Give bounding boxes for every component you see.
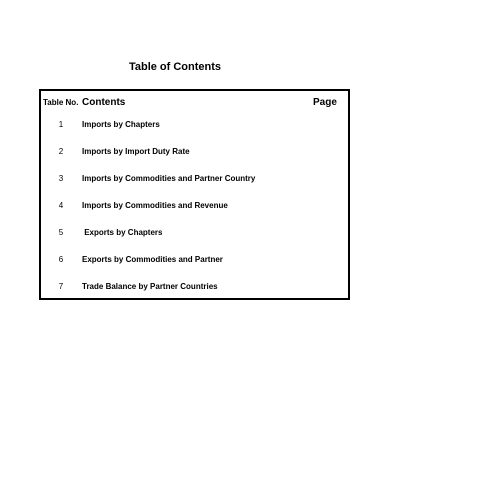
toc-table	[39, 89, 350, 300]
table-number: 7	[58, 282, 64, 291]
table-title-link[interactable]: Imports by Import Duty Rate	[82, 147, 190, 156]
table-row[interactable]	[41, 254, 348, 266]
table-row[interactable]	[41, 173, 348, 185]
table-title-link[interactable]: Exports by Chapters	[82, 228, 163, 237]
table-number: 6	[58, 255, 64, 264]
table-number: 5	[58, 228, 64, 237]
table-number: 4	[58, 201, 64, 210]
column-header-contents: Contents	[82, 97, 126, 108]
table-row[interactable]	[41, 200, 348, 212]
table-row[interactable]	[41, 146, 348, 158]
table-number: 3	[58, 174, 64, 183]
table-number: 1	[58, 120, 64, 129]
column-header-table-no: Table No.	[43, 98, 79, 107]
table-title-link[interactable]: Trade Balance by Partner Countries	[82, 282, 218, 291]
table-row[interactable]	[41, 227, 348, 239]
table-row[interactable]	[41, 281, 348, 293]
table-number: 2	[58, 147, 64, 156]
table-row[interactable]	[41, 119, 348, 131]
table-title-link[interactable]: Imports by Commodities and Revenue	[82, 201, 228, 210]
column-header-page: Page	[313, 97, 337, 108]
table-title-link[interactable]: Imports by Commodities and Partner Country	[82, 174, 256, 183]
table-title-link[interactable]: Imports by Chapters	[82, 120, 160, 129]
page-title: Table of Contents	[128, 61, 222, 73]
table-title-link[interactable]: Exports by Commodities and Partner	[82, 255, 223, 264]
